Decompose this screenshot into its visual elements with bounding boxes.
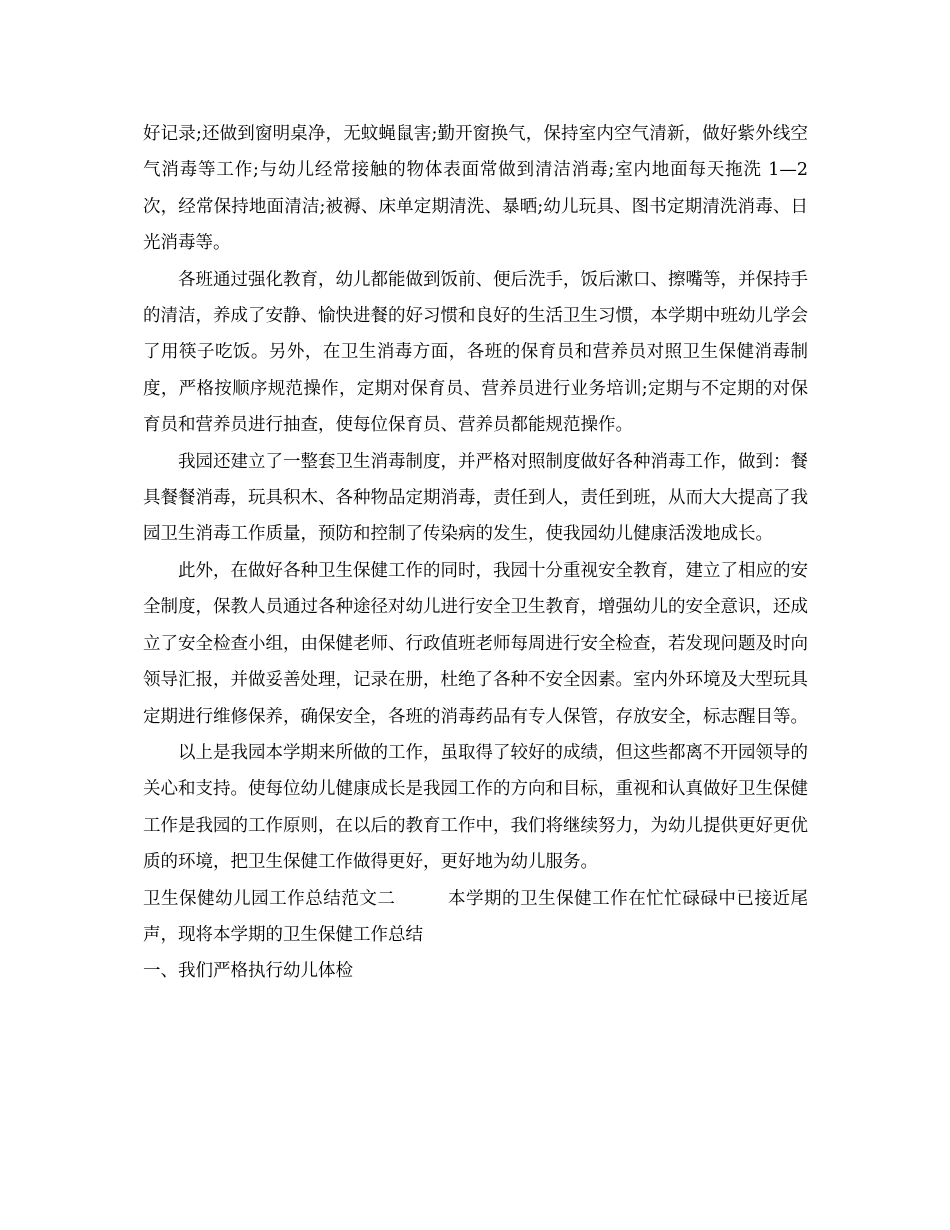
paragraph-hygiene-records: 好记录;还做到窗明桌净，无蚊蝇鼠害;勤开窗换气，保持室内空气清新，做好紫外线空气消毒等工作;与幼儿经常接触的物体表面常做到清洁消毒;室内地面每天拖洗 1—2 次，经常保持地面清洁;被褥、床单定期清洗、暴晒;幼儿玩具、图书定期清洗消毒、日光消毒等。 — [143, 124, 808, 254]
document-body — [143, 116, 808, 990]
paragraph-disinfection-system: 我园还建立了一整套卫生消毒制度，并严格对照制度做好各种消毒工作，做到：餐具餐餐消毒，玩具积木、各种物品定期消毒，责任到人，责任到班，从而大大提高了我园卫生消毒工作质量，预防和控制了传染病的发生，使我园幼儿健康活泼地成长。 — [143, 451, 808, 545]
paragraph-safety-education: 此外，在做好各种卫生保健工作的同时，我园十分重视安全教育，建立了相应的安全制度，保教人员通过各种途径对幼儿进行安全卫生教育，增强幼儿的安全意识，还成立了安全检查小组，由保健老师、行政值班老师每周进行安全检查，若发现问题及时向领导汇报，并做妥善处理，记录在册，杜绝了各种不安全因素。室内外环境及大型玩具定期进行维修保养，确保安全，各班的消毒药品有专人保管，存放安全，标志醒目等。 — [143, 560, 808, 727]
paragraph-class-education: 各班通过强化教育，幼儿都能做到饭前、便后洗手，饭后漱口、擦嘴等，并保持手的清洁，养成了安静、愉快进餐的好习惯和良好的生活卫生习惯，本学期中班幼儿学会了用筷子吃饭。另外，在卫生消毒方面，各班的保育员和营养员对照卫生保健消毒制度，严格按顺序规范操作，定期对保育员、营养员进行业务培训;定期与不定期的对保育员和营养员进行抽查，使每位保育员、营养员都能规范操作。 — [143, 269, 808, 436]
paragraph-conclusion: 以上是我园本学期来所做的工作，虽取得了较好的成绩，但这些都离不开园领导的关心和支持。使每位幼儿健康成长是我园工作的方向和目标，重视和认真做好卫生保健工作是我园的工作原则，在以后的教育工作中，我们将继续努力，为幼儿提供更好更优质的环境，把卫生保健工作做得更好，更好地为幼儿服务。 — [143, 742, 808, 873]
section-heading-physical-exam: 一、我们严格执行幼儿体检 — [143, 961, 353, 982]
section-intro-text: 本学期的卫生保健工作在忙忙碌碌中已接近尾声，现将本学期的卫生保健工作总结 — [143, 888, 809, 945]
section-title: 卫生保健幼儿园工作总结范文二 — [143, 888, 396, 909]
section-two-intro — [143, 881, 808, 954]
